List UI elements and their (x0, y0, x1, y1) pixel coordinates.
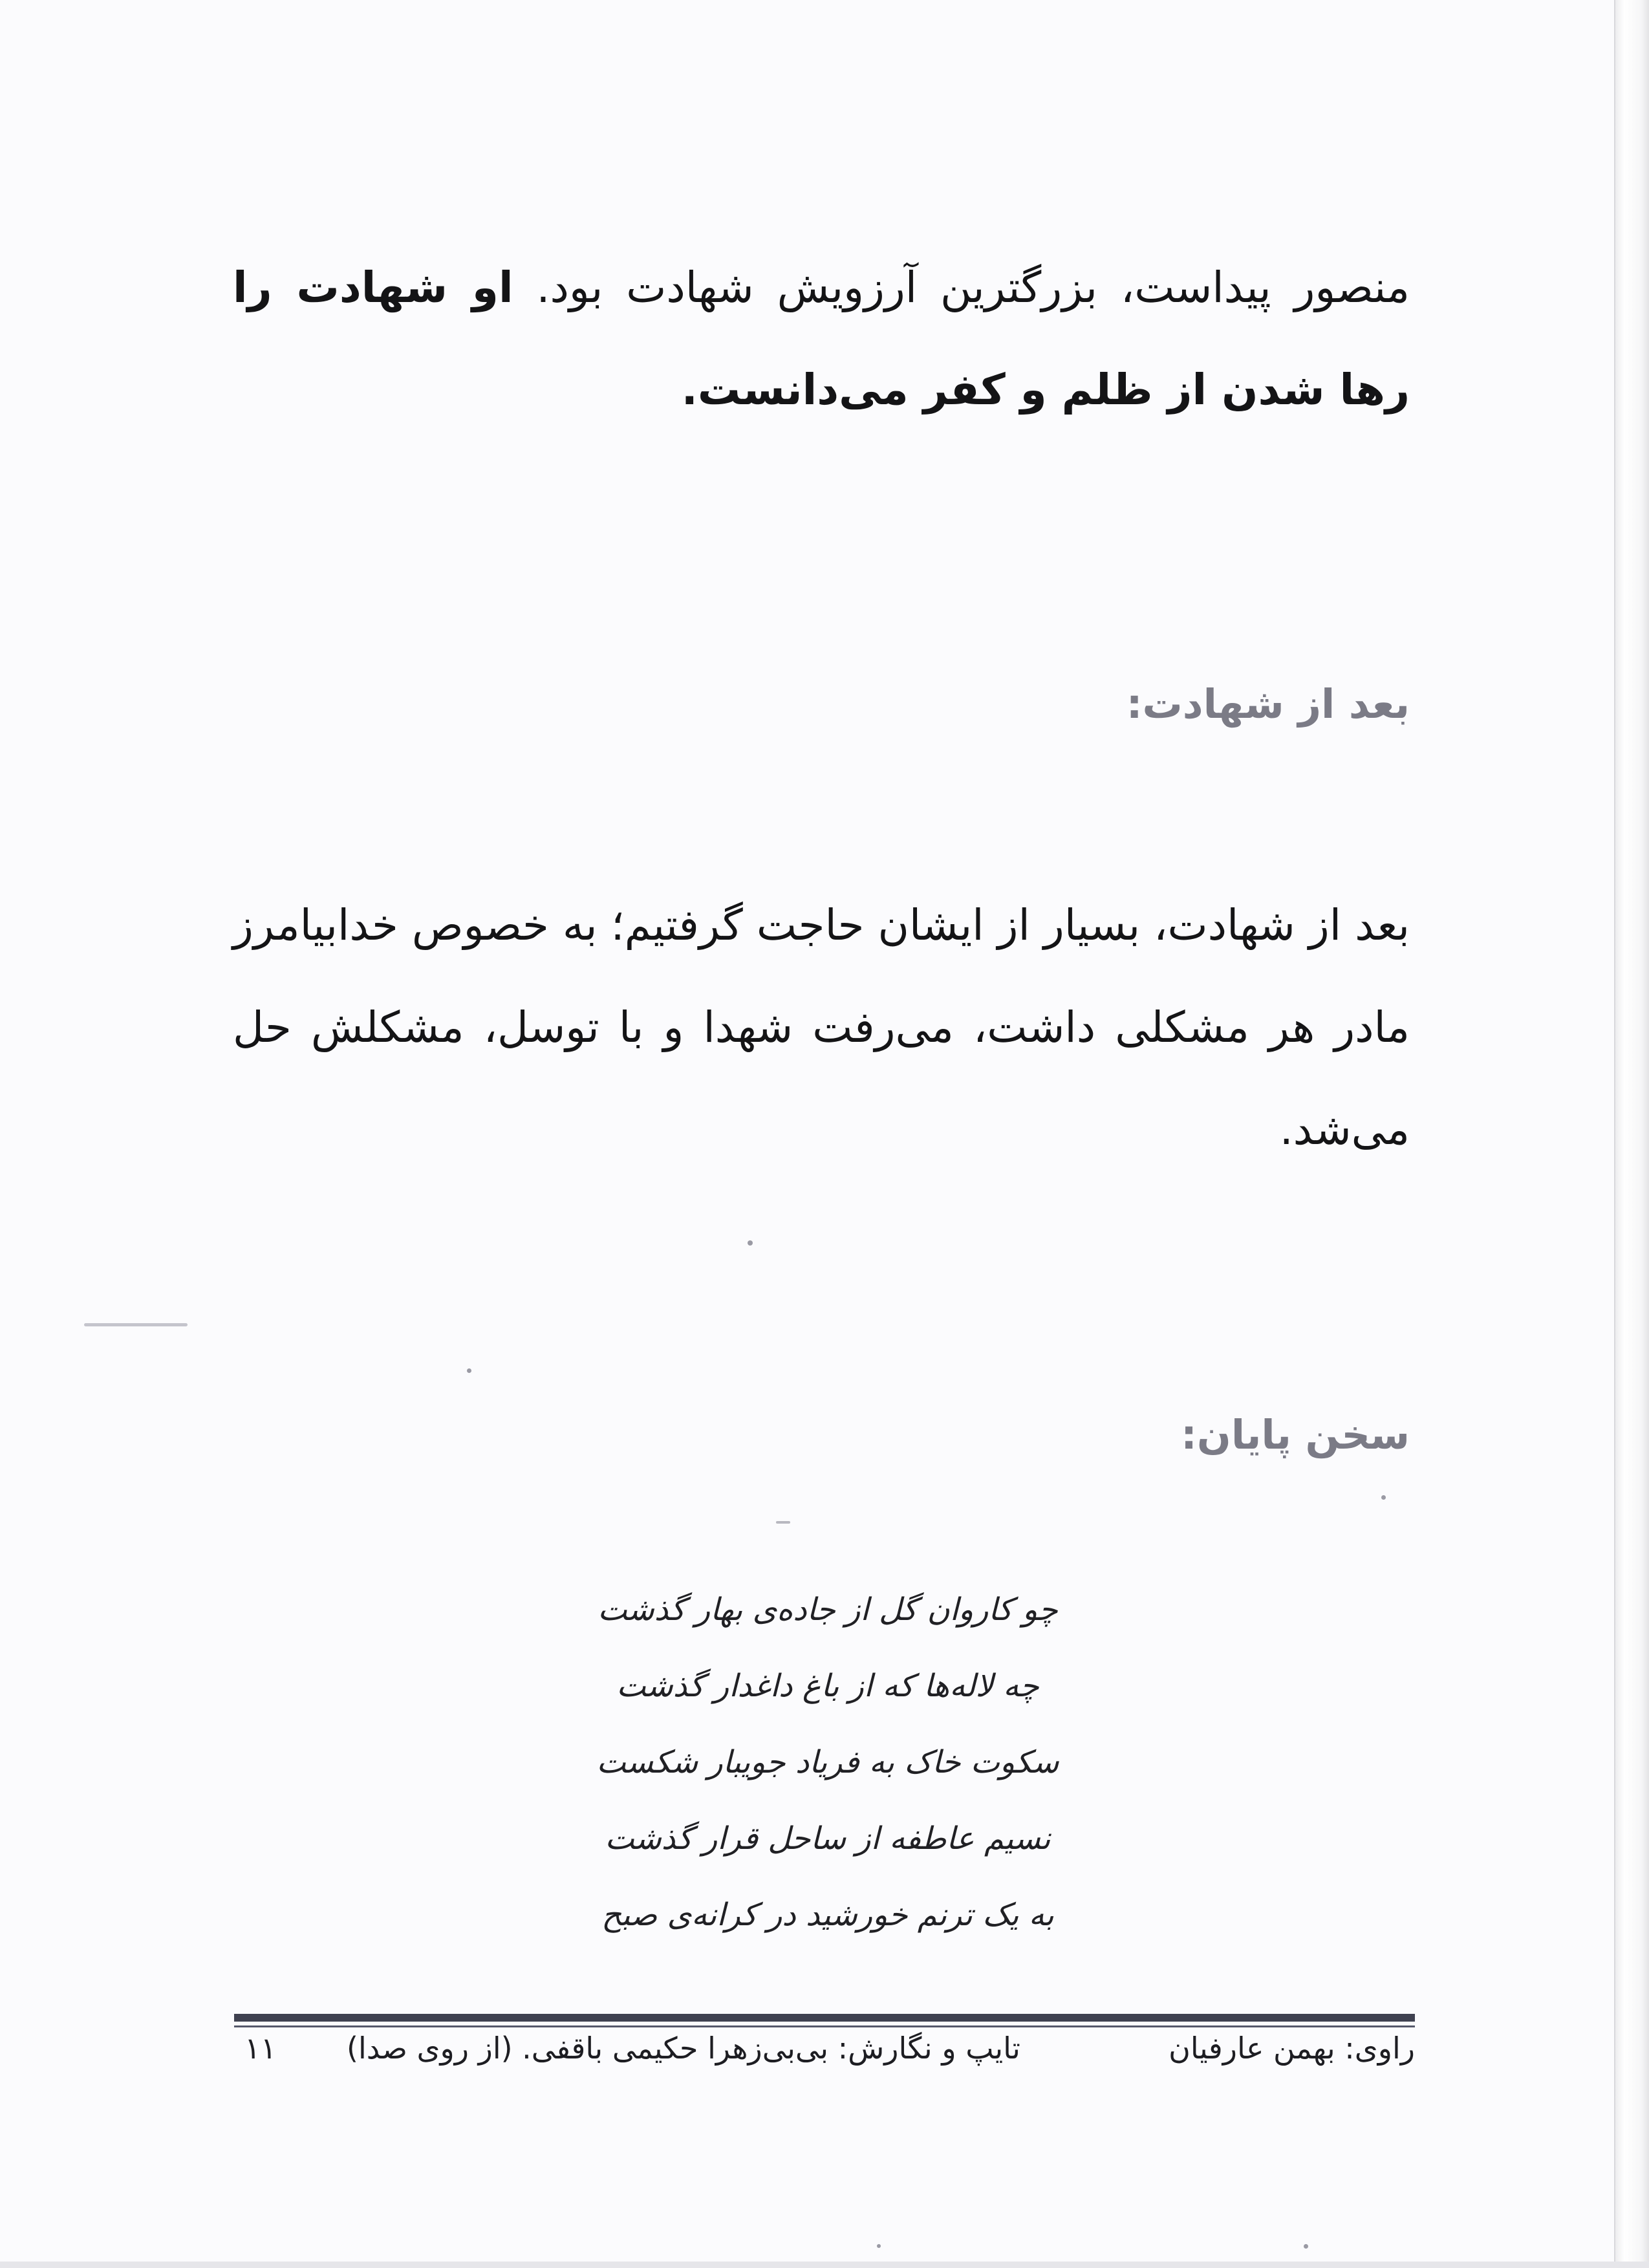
paragraph-1 (233, 237, 1410, 441)
paragraph-1-bold: او شهادت را رها شدن از ظلم و کفر می‌دانست. (233, 263, 1410, 415)
footer-rule-thin (234, 2025, 1415, 2027)
poem-line: چو کاروان گل از جاده‌ی بهار گذشت (598, 1592, 1058, 1628)
poem (582, 1571, 1073, 1953)
poem-line: سکوت خاک به فریاد جویبار شکست (596, 1744, 1059, 1780)
poem-line: به یک ترنم خورشید در کرانه‌ی صبح (601, 1897, 1054, 1933)
footer-typist: تایپ و نگارش: بی‌بی‌زهرا حکیمی باقفی. (از روی صدا) (347, 2031, 1020, 2066)
heading-after-martyrdom: بعد از شهادت: (1126, 680, 1410, 728)
footer-narrator: راوی: بهمن عارفیان (1169, 2031, 1415, 2066)
scan-speck (1381, 1495, 1386, 1500)
footer (234, 2031, 1415, 2076)
scan-speck (84, 1323, 188, 1326)
poem-line: چه لاله‌ها که از باغ داغدار گذشت (616, 1668, 1039, 1704)
paragraph-1-regular: منصور پیداست، بزرگترین آرزویش شهادت بود. (513, 263, 1410, 312)
scan-speck (467, 1368, 471, 1373)
paragraph-2: بعد از شهادت، بسیار از ایشان حاجت گرفتیم؛ به خصوص خدابیامرز مادر هر مشکلی داشت، می‌رفت شهدا و با توسل، مشکلش حل می‌شد. (233, 900, 1410, 1154)
scan-speck (748, 1240, 753, 1246)
scan-speck (877, 2244, 881, 2248)
heading-closing: سخن پایان: (1181, 1411, 1410, 1458)
poem-line: نسیم عاطفه از ساحل قرار گذشت (605, 1820, 1051, 1857)
page-number: ۱۱ (244, 2031, 277, 2066)
footer-rule (234, 2014, 1415, 2022)
page-bottom-edge (0, 2262, 1649, 2268)
scan-speck (1304, 2244, 1308, 2249)
scan-speck (776, 1521, 790, 1524)
page-edge (1614, 0, 1649, 2268)
